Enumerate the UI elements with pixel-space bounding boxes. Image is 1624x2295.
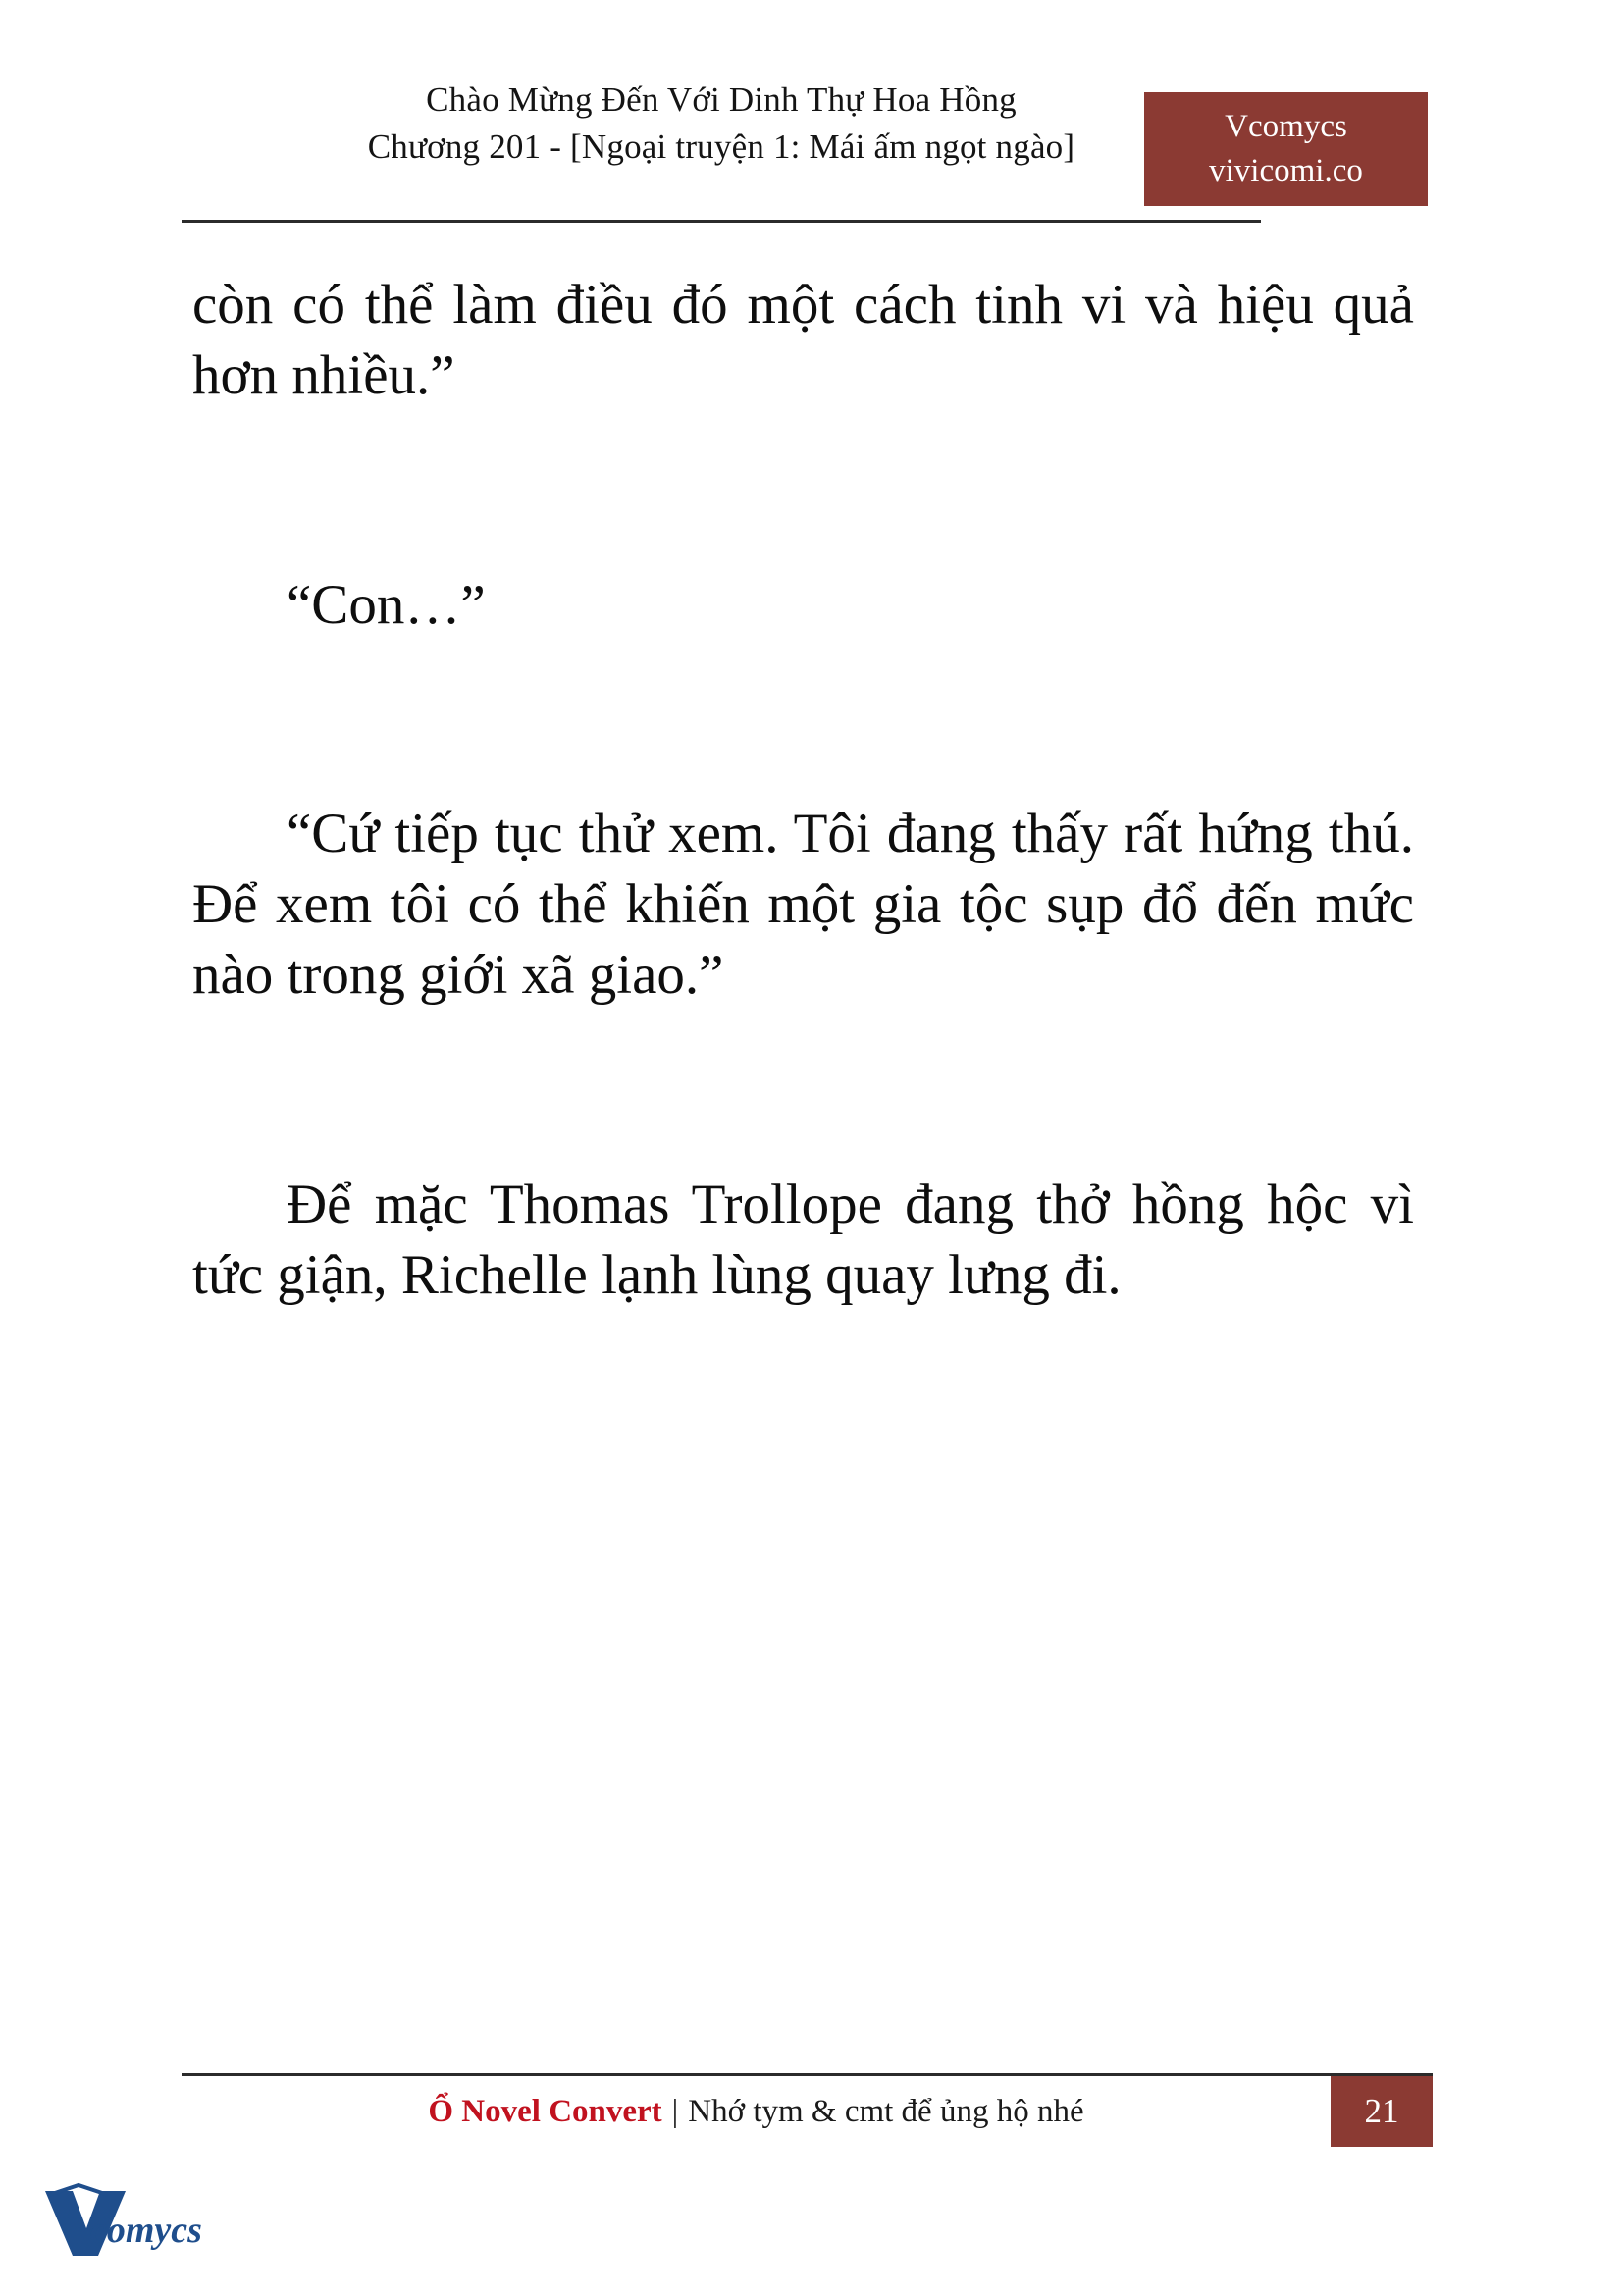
- svg-text:comycs: comycs: [90, 2210, 202, 2251]
- header-title-line1: Chào Mừng Đến Với Dinh Thự Hoa Hồng: [426, 80, 1017, 119]
- paragraph: còn có thể làm điều đó một cách tinh vi và hiệu quả hơn nhiều.”: [192, 274, 1414, 406]
- paragraph: Để mặc Thomas Trollope đang thở hồng hộc vì tức giận, Richelle lạnh lùng quay lưng đi.: [192, 1173, 1414, 1306]
- paragraph-spacer: [192, 710, 1429, 799]
- page-footer: [182, 2076, 1433, 2147]
- page-number: 21: [1331, 2076, 1433, 2147]
- paragraph-spacer: [192, 482, 1429, 570]
- footer-credit: [182, 2076, 1331, 2147]
- site-badge-url: vivicomi.co: [1209, 153, 1363, 188]
- footer-note: Nhớ tym & cmt để ủng hộ nhé: [688, 2093, 1084, 2129]
- site-badge-name: Vcomycs: [1225, 109, 1347, 145]
- paragraph-spacer: [192, 1081, 1429, 1170]
- footer-separator: |: [671, 2093, 679, 2129]
- page-content: [192, 270, 1429, 1382]
- paragraph: “Con…”: [287, 573, 486, 636]
- paragraph: “Cứ tiếp tục thử xem. Tôi đang thấy rất hứng thú. Để xem tôi có thể khiến một gia tộc sụp đổ đến mức nào trong giới xã giao.”: [192, 803, 1414, 1007]
- header-title-line2: Chương 201 - [Ngoại truyện 1: Mái ấm ngọt ngào]: [367, 128, 1075, 167]
- site-badge: [1144, 92, 1428, 206]
- header-title: [182, 77, 1261, 172]
- header-divider: [182, 220, 1261, 223]
- vcomycs-watermark-logo: [39, 2177, 265, 2262]
- footer-brand: Ổ Novel Convert: [428, 2093, 662, 2129]
- page-header: [182, 77, 1428, 219]
